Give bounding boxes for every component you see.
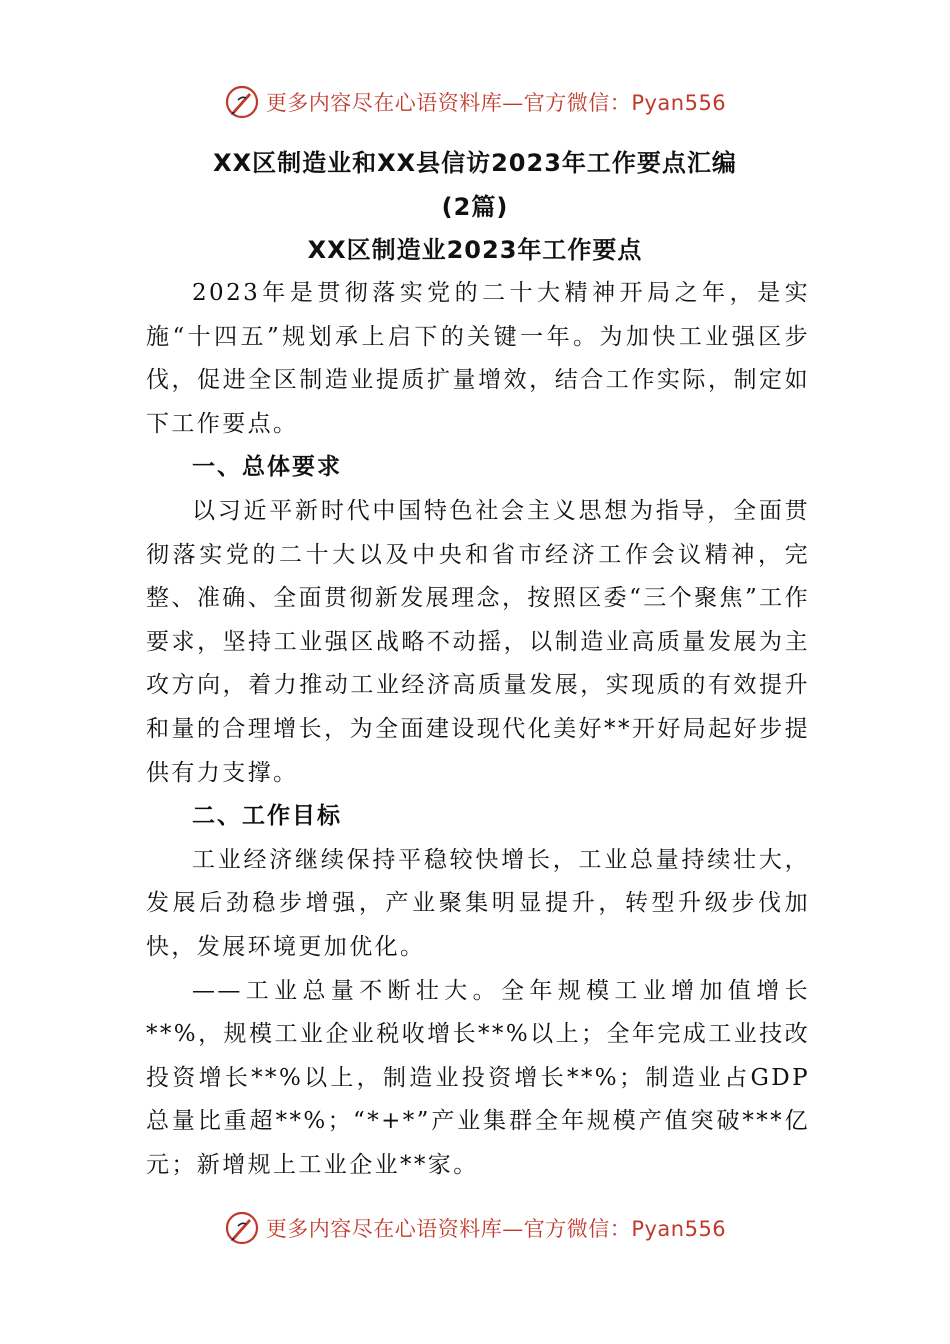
section-heading-general-requirements: 一、总体要求: [192, 454, 342, 481]
banner-text: [266, 87, 726, 117]
paragraph-general-requirements: 以习近平新时代中国特色社会主义思想为指导，全面贯彻落实党的二十大以及中央和省市经济工作会议精神，完整、准确、全面贯彻新发展理念，按照区委“三个聚焦”工作要求，坚持工业强区战略不动摇，以制造业高质量发展为主攻方向，着力推动工业经济高质量发展，实现质的有效提升和量的合理增长，为全面建设现代化美好**开好局起好步提供有力支撑。: [146, 497, 810, 786]
quill-pen-logo-icon: [224, 1210, 260, 1246]
header-banner: [0, 82, 950, 122]
document-title-count: (2篇): [441, 193, 509, 221]
document-subtitle: XX区制造业2023年工作要点: [307, 236, 643, 264]
paragraph-work-goals: 工业经济继续保持平稳较快增长，工业总量持续壮大，发展后劲稳步增强，产业聚集明显提升，转型升级步伐加快，发展环境更加优化。: [146, 846, 810, 960]
footer-banner-prefix: 更多内容尽在心语资料库—官方微信：: [265, 1217, 632, 1241]
section-heading-work-goals: 二、工作目标: [192, 803, 342, 830]
footer-banner-wechat-id: Pyan556: [631, 1217, 727, 1241]
banner-wechat-id: Pyan556: [631, 91, 727, 115]
paragraph-industrial-total: ——工业总量不断壮大。全年规模工业增加值增长**%，规模工业企业税收增长**%以上；全年完成工业技改投资增长**%以上，制造业投资增长**%；制造业占GDP总量比重超**%；“*+*”产业集群全年规模产值突破***亿元；新增规上工业企业**家。: [146, 977, 810, 1178]
footer-banner-text: [266, 1213, 726, 1243]
document-title: XX区制造业和XX县信访2023年工作要点汇编: [213, 149, 737, 177]
footer-banner: [0, 1208, 950, 1248]
document-body: [146, 272, 810, 1187]
paragraph-intro: 2023年是贯彻落实党的二十大精神开局之年，是实施“十四五”规划承上启下的关键一年。为加快工业强区步伐，促进全区制造业提质扩量增效，结合工作实际，制定如下工作要点。: [146, 280, 810, 437]
quill-pen-logo-icon: [224, 84, 260, 120]
banner-prefix: 更多内容尽在心语资料库—官方微信：: [265, 91, 632, 115]
